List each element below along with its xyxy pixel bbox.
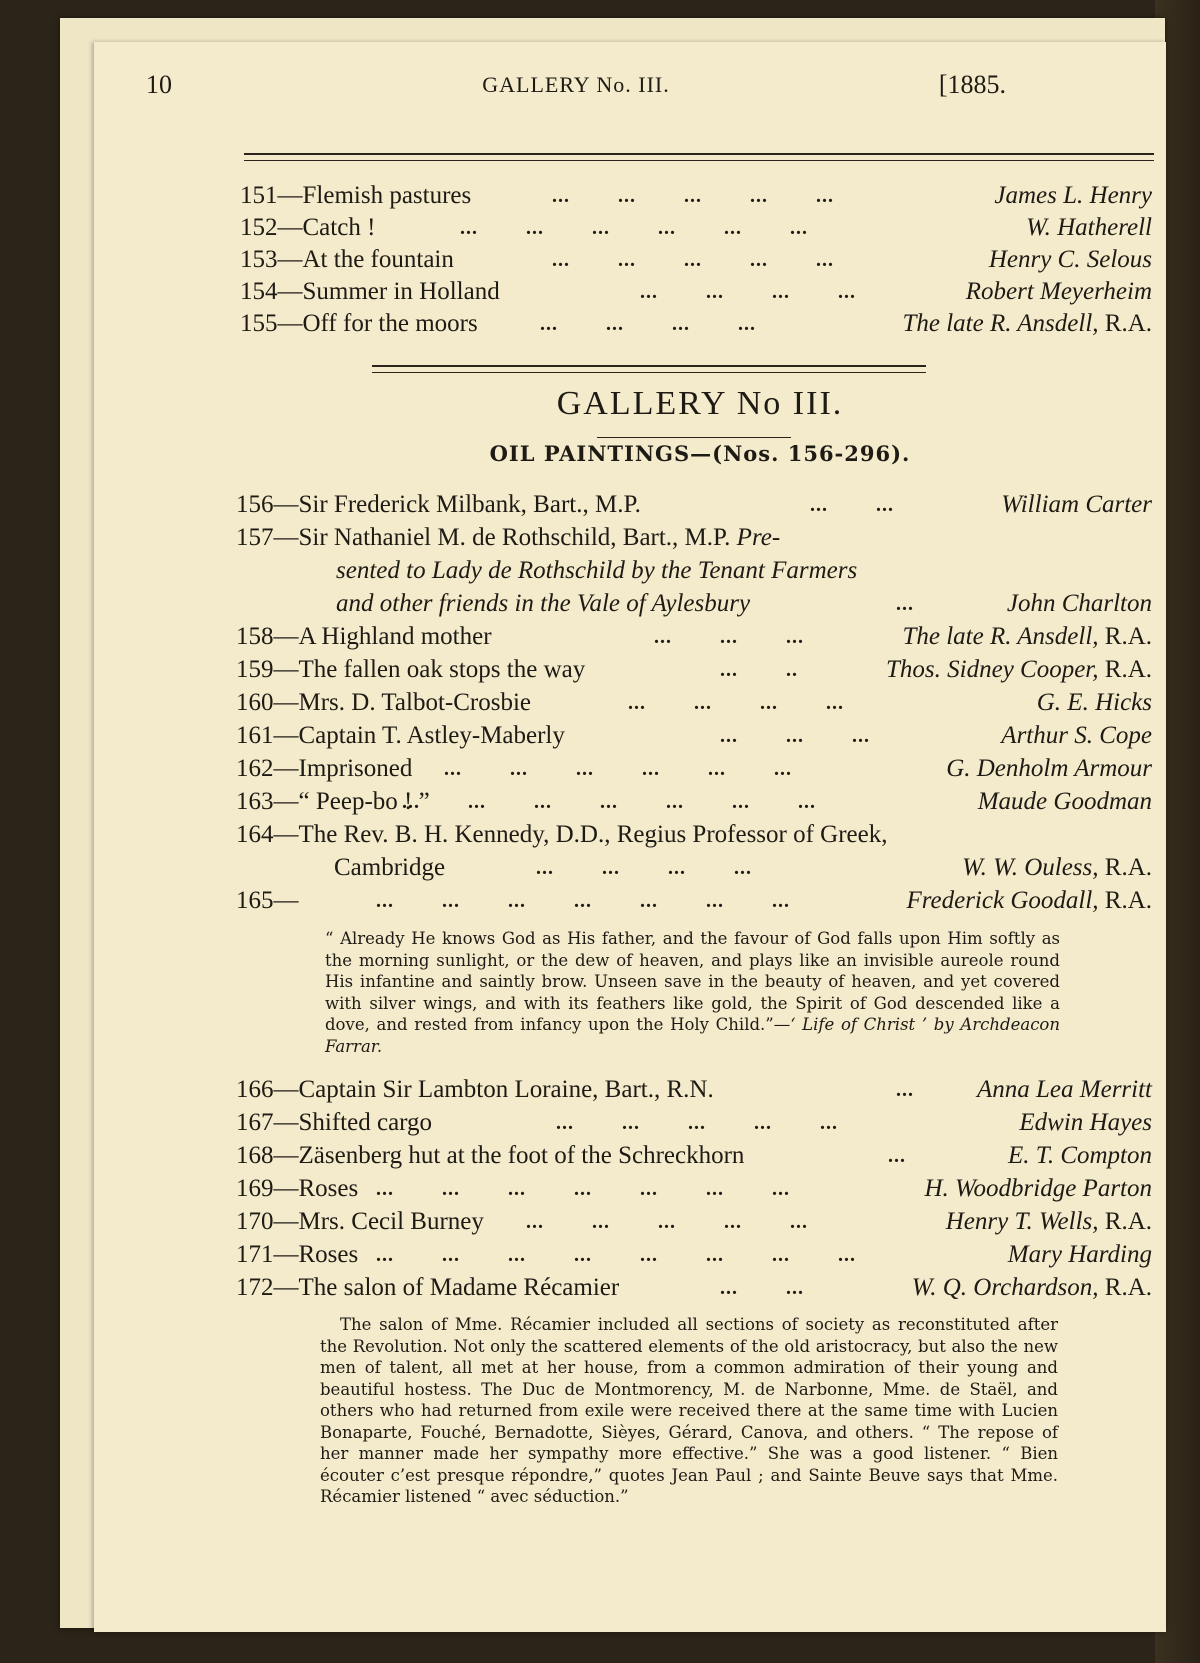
entry-artist: W. Hatherell (1026, 214, 1152, 241)
entry-number: 171 (236, 1241, 274, 1268)
entry-title: Mrs. Cecil Burney (298, 1208, 484, 1235)
entry-title: Captain T. Astley-Maberly (298, 722, 565, 749)
entry-158: 158—A Highland mother ... ... ... The late R. Ansdell, R.A. (236, 621, 1152, 654)
entry-172: 172—The salon of Madame Récamier ... ... W. Q. Orchardson, R.A. (236, 1272, 1152, 1305)
entry-number: 153 (240, 246, 278, 273)
entry-number: 156 (236, 491, 274, 518)
entry-166: 166—Captain Sir Lambton Loraine, Bart., R.N. ... Anna Lea Merritt (236, 1074, 1152, 1107)
page-number: 10 (146, 70, 172, 99)
entry-artist: G. Denholm Armour (946, 755, 1152, 782)
leader-dots: ... ... ... ... ... ... ... (376, 890, 790, 912)
entry-162: 162—Imprisoned ... ... ... ... ... ... G. Denholm Armour (236, 753, 1152, 786)
entry-170: 170—Mrs. Cecil Burney ... ... ... ... ... Henry T. Wells, R.A. (236, 1206, 1152, 1239)
entry-title: Off for the moors (302, 310, 478, 337)
leader-dots: ... ... ... ... ... ... (460, 217, 808, 239)
entry-artist: Henry C. Selous (988, 246, 1152, 273)
entry-title: Roses (298, 1241, 359, 1268)
entry-artist: James L. Henry (994, 182, 1152, 209)
gallery-heading: GALLERY No III. (556, 385, 844, 422)
entry-number: 167 (236, 1109, 274, 1136)
entry-167: 167—Shifted cargo ... ... ... ... ... Edwin Hayes (236, 1107, 1152, 1140)
entry-title: Summer in Holland (302, 278, 500, 305)
entry-number: 152 (240, 214, 278, 241)
entry-165-quote: “ Already He knows God as His father, and the favour of God falls upon Him softly as the morning sunlight, or the dew of heaven, and plays like an invisible aureole round His infantine and saintly brow. Unseen save in the beauty of heaven, and yet covered with silver wings, and with its feathers like gold, the Spirit of God descended like a dove, and rested from infancy upon the Holy Child.”—‘ Life of Christ ’ by Archdeacon Farrar. (325, 929, 1060, 1056)
entry-number: 154 (240, 278, 278, 305)
entry-number: 161 (236, 722, 274, 749)
entry-number: 151 (240, 182, 278, 209)
entry-artist: The late R. Ansdell, R.A. (902, 310, 1152, 337)
entry-title: Imprisoned (298, 755, 413, 782)
entry-title: Catch ! (302, 214, 376, 241)
subheading-rule (597, 437, 791, 438)
entry-153: 153—At the fountain ... ... ... ... ... Henry C. Selous (240, 244, 1152, 276)
entry-title: Flemish pastures (302, 182, 472, 209)
entry-number: 168 (236, 1142, 274, 1169)
entry-artist: John Charlton (1006, 590, 1152, 617)
leader-dots: ... ... ... ... ... (552, 185, 834, 207)
entry-154: 154—Summer in Holland ... ... ... ... Robert Meyerheim (240, 276, 1152, 308)
entry-160: 160—Mrs. D. Talbot-Crosbie ... ... ... ... G. E. Hicks (236, 687, 1152, 720)
header-rule (244, 153, 1154, 161)
entry-number: 172 (236, 1274, 274, 1301)
entry-155: 155—Off for the moors ... ... ... ... The late R. Ansdell, R.A. (240, 308, 1152, 340)
entry-title: Captain Sir Lambton Loraine, Bart., R.N. (298, 1076, 714, 1103)
leader-dots: ... ... ... ... ... (526, 1211, 808, 1233)
entry-artist: Maude Goodman (977, 788, 1152, 815)
leader-dots: ... ... ... (720, 725, 870, 747)
entry-169: 169—Roses ... ... ... ... ... ... ... H. Woodbridge Parton (236, 1173, 1152, 1206)
entry-title: The fallen oak stops the way (298, 656, 586, 683)
leader-dots: ... ... ... ... (628, 692, 844, 714)
entry-number: 162 (236, 755, 274, 782)
entry-168: 168—Zäsenberg hut at the foot of the Schreckhorn ... E. T. Compton (236, 1140, 1152, 1173)
entry-artist: Arthur S. Cope (1001, 722, 1152, 749)
leader-dots: ... (896, 1079, 914, 1101)
entry-number: 163 (236, 788, 274, 815)
leader-dots: ... ... (810, 494, 894, 516)
entry-164-final: Cambridge ... ... ... ... W. W. Ouless, R.A. (236, 852, 1152, 885)
leader-dots: ... ... ... ... (540, 313, 756, 335)
entry-artist: E. T. Compton (1008, 1142, 1152, 1169)
entry-title: A Highland mother (298, 623, 492, 650)
leader-dots: ... ... ... ... (640, 281, 856, 303)
leader-dots: ... (896, 593, 914, 615)
entry-artist: W. Q. Orchardson, R.A. (911, 1274, 1152, 1301)
section-rule (372, 365, 926, 373)
entry-artist: William Carter (1001, 491, 1152, 518)
entry-164: 164—The Rev. B. H. Kennedy, D.D., Regius Professor of Greek, (236, 821, 888, 848)
entry-artist: Thos. Sidney Cooper, R.A. (886, 656, 1152, 683)
entry-number: 166 (236, 1076, 274, 1103)
leader-dots: ... ... ... ... ... ... ... (376, 1178, 790, 1200)
entry-title: “ Peep-bo ! ” (298, 788, 430, 815)
leader-dots: ... ... ... ... ... (556, 1112, 838, 1134)
entry-artist: H. Woodbridge Parton (924, 1175, 1152, 1202)
entry-number: 160 (236, 689, 274, 716)
leader-dots: ... .. (720, 659, 798, 681)
entry-165: 165— ... ... ... ... ... ... ... Frederick Goodall, R.A. (236, 885, 1152, 918)
leader-dots: ... ... ... ... ... ... ... ... (376, 1244, 856, 1266)
entry-172-note: The salon of Mme. Récamier included all sections of society as reconstituted after the Revolution. Not only the scattered elements of the old aristocracy, but also the new men of talent, all met at her house, from a common admiration of their young and beautiful hostess. The Duc de Montmorency, M. de Narbonne, Mme. de Staël, and others who had returned from exile were received there at the same time with Lucien Bonaparte, Fouché, Bernadotte, Sièyes, Gérard, Canova, and others. “ The repose of her manner made her sympathy more effective.” She was a good listener. “ Bien écouter c’est presque répondre,” quotes Jean Paul ; and Sainte Beuve says that Mme. Récamier listened “ avec séduction.” (320, 1315, 1058, 1506)
entry-number: 169 (236, 1175, 274, 1202)
entry-artist: Robert Meyerheim (965, 278, 1152, 305)
entry-number: 157 (236, 524, 274, 551)
catalogue-list-top (240, 180, 1152, 340)
entry-title: Mrs. D. Talbot-Crosbie (298, 689, 531, 716)
entry-artist: Henry T. Wells, R.A. (945, 1208, 1152, 1235)
entry-title: The salon of Madame Récamier (298, 1274, 620, 1301)
entry-151: 151—Flemish pastures ... ... ... ... ... James L. Henry (240, 180, 1152, 212)
entry-number: 158 (236, 623, 274, 650)
entry-title: The Rev. B. H. Kennedy, D.D., Regius Professor of Greek, (298, 821, 888, 848)
entry-number: 170 (236, 1208, 274, 1235)
entry-artist: W. W. Ouless, R.A. (962, 854, 1152, 881)
gallery-subheading: OIL PAINTINGS—(Nos. 156-296). (489, 441, 911, 466)
entry-157-continuation: sented to Lady de Rothschild by the Tenant Farmers (336, 557, 858, 584)
entry-artist: Frederick Goodall, R.A. (906, 887, 1152, 914)
leader-dots: ... (888, 1145, 906, 1167)
leader-dots: ... ... ... (654, 626, 804, 648)
entry-title: Roses (298, 1175, 359, 1202)
entry-number: 155 (240, 310, 278, 337)
entry-title: At the fountain (302, 246, 454, 273)
entry-156: 156—Sir Frederick Milbank, Bart., M.P. ... ... William Carter (236, 489, 1152, 522)
leader-dots: ... ... ... ... ... ... (444, 758, 792, 780)
leader-dots: ... ... ... ... ... ... ... (402, 791, 816, 813)
entry-159: 159—The fallen oak stops the way ... .. Thos. Sidney Cooper, R.A. (236, 654, 1152, 687)
catalogue-list-continued (236, 1074, 1152, 1305)
entry-163: 163—“ Peep-bo ! ” ... ... ... ... ... ... ... Maude Goodman (236, 786, 1152, 819)
entry-artist: G. E. Hicks (1036, 689, 1152, 716)
entry-artist: Edwin Hayes (1019, 1109, 1152, 1136)
entry-title: Sir Nathaniel M. de Rothschild, Bart., M.P. (298, 524, 731, 551)
entry-157-final: and other friends in the Vale of Aylesbury ... John Charlton (236, 588, 1152, 621)
page-header (146, 70, 1006, 110)
entry-number: 165 (236, 887, 274, 914)
entry-title: Shifted cargo (298, 1109, 433, 1136)
catalogue-list (236, 489, 1152, 918)
running-title: GALLERY No. III. (482, 72, 670, 97)
leader-dots: ... ... ... ... ... (552, 249, 834, 271)
entry-171: 171—Roses ... ... ... ... ... ... ... ... Mary Harding (236, 1239, 1152, 1272)
entry-number: 164 (236, 821, 274, 848)
running-year: [1885. (938, 70, 1006, 99)
entry-157: 157—Sir Nathaniel M. de Rothschild, Bart., M.P. Pre- (236, 524, 781, 551)
entry-number: 159 (236, 656, 274, 683)
leader-dots: ... ... ... ... (536, 857, 752, 879)
entry-152: 152—Catch ! ... ... ... ... ... ... W. Hatherell (240, 212, 1152, 244)
entry-artist: The late R. Ansdell, R.A. (902, 623, 1152, 650)
entry-title: Zäsenberg hut at the foot of the Schreckhorn (298, 1142, 745, 1169)
entry-161: 161—Captain T. Astley-Maberly ... ... ... Arthur S. Cope (236, 720, 1152, 753)
entry-title: Sir Frederick Milbank, Bart., M.P. (298, 491, 641, 518)
leader-dots: ... ... (720, 1277, 804, 1299)
entry-artist: Anna Lea Merritt (977, 1076, 1152, 1103)
entry-artist: Mary Harding (1007, 1241, 1152, 1268)
